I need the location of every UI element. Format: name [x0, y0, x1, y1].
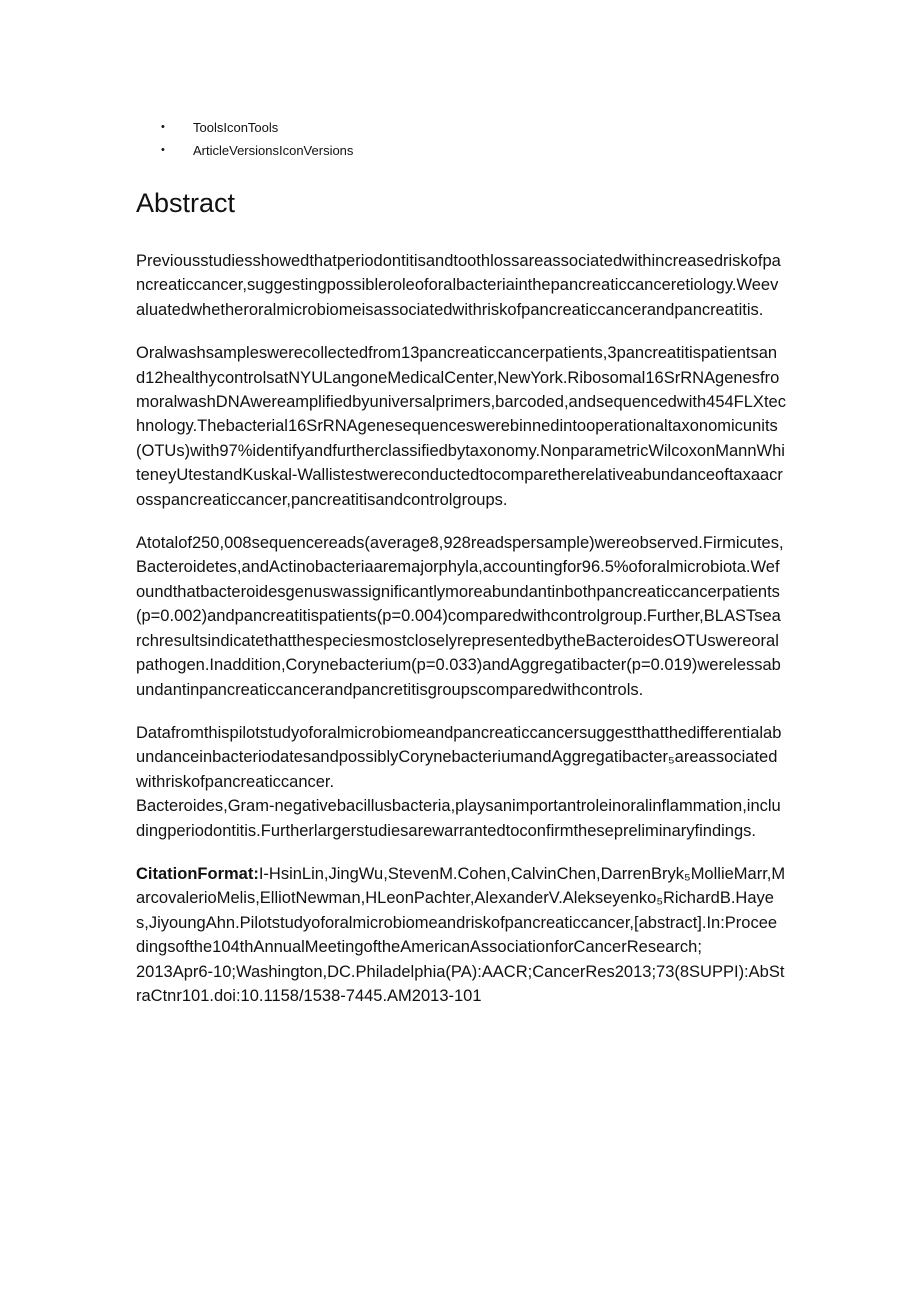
abstract-heading: Abstract — [136, 188, 236, 218]
abstract-body — [136, 249, 786, 1008]
bullet-icon: • — [161, 144, 165, 156]
citation-text: I-HsinLin,JingWu,StevenM.Cohen,CalvinChen,DarrenBryk₅MollieMarr,MarcovalerioMelis,ElliotNewman,HLeonPachter,AlexanderV.Alekseyenko₅RichardB.Hayes,JiyoungAhn.Pilotstudyoforalmicrobiomeandriskofpancreaticcancer,[abstract].In:Proceedingsofthe104thAnnualMeetingoftheAmericanAssociationforCancerResearch; — [136, 864, 786, 957]
article-versions-link[interactable] — [161, 139, 353, 162]
tools-link-label[interactable]: ToolsIconTools — [193, 120, 279, 135]
bullet-icon: • — [161, 121, 165, 133]
article-tools-list — [161, 116, 353, 162]
abstract-paragraph-methods: Oralwashsampleswerecollectedfrom13pancreaticcancerpatients,3pancreatitispatientsand12healthycontrolsatNYULangoneMedicalCenter,NewYork.Ribosomal16SrRNAgenesfromoralwashDNAwereamplifiedbyuniversalprimers,barcoded,andsequencedwith454FLXtechnology.Thebacterial16SrRNAgenesequenceswerebinnedintooperationaltaxonomicunits(OTUs)with97%identifyandfurtherclassifiedbytaxonomy.NonparametricWilcoxonMannWhiteneyUtestandKuskal-Wallistestwereconductedtocomparetherelativeabundanceoftaxaacrosspancreaticcancer,pancreatitisandcontrolgroups. — [136, 344, 786, 509]
citation-block — [136, 862, 786, 960]
abstract-paragraph-results: Atotalof250,008sequencereads(average8,928readspersample)wereobserved.Firmicutes,Bacteroidetes,andActinobacteriaaremajorphyla,accountingfor96.5%oforalmicrobiota.Wefoundthatbacteroidesgenuswassignificantlymoreabundantinbothpancreaticcancerpatients(p=0.002)andpancreatitispatients(p=0.004)comparedwithcontrolgroup.Further,BLASTsearchresultsindicatethatthespeciesmostcloselyrepresentedbytheBacteroidesOTUswereoralpathogen.Inaddition,Corynebacterium(p=0.033)andAggregatibacter(p=0.019)werelessabundantinpancreaticcancerandpancretitisgroupscomparedwithcontrols. — [136, 534, 784, 699]
citation-label: CitationFormat: — [136, 864, 259, 883]
citation-source: 2013Apr6-10;Washington,DC.Philadelphia(PA):AACR;CancerRes2013;73(8SUPPI):AbStraCtnr101.doi:10.1158/1538-7445.AM2013-101 — [136, 962, 785, 1005]
tools-link[interactable] — [161, 116, 353, 139]
abstract-paragraph-background: Previousstudiesshowedthatperiodontitisandtoothlossareassociatedwithincreasedriskofpancreaticcancer,suggestingpossibleroleoforalbacteriainthepancreaticcanceretiology.Weevaluatedwhetheroralmicrobiomeisassociatedwithriskofpancreaticcancerandpancreatitis. — [136, 252, 781, 319]
abstract-paragraph-bacteroides: Bacteroides,Gram-negativebacillusbacteria,playsanimportantroleinoralinflammation,includingperiodontitis.Furtherlargerstudiesarewarrantedtoconfirmthesepreliminaryfindings. — [136, 797, 781, 840]
abstract-paragraph-conclusion: DatafromthispilotstudyoforalmicrobiomeandpancreaticcancersuggestthatthedifferentialabundanceinbacteriodatesandpossiblyCorynebacteriumandAggregatibacter₅areassociatedwithriskofpancreaticcancer. — [136, 723, 782, 791]
article-versions-link-label[interactable]: ArticleVersionsIconVersions — [193, 143, 354, 158]
